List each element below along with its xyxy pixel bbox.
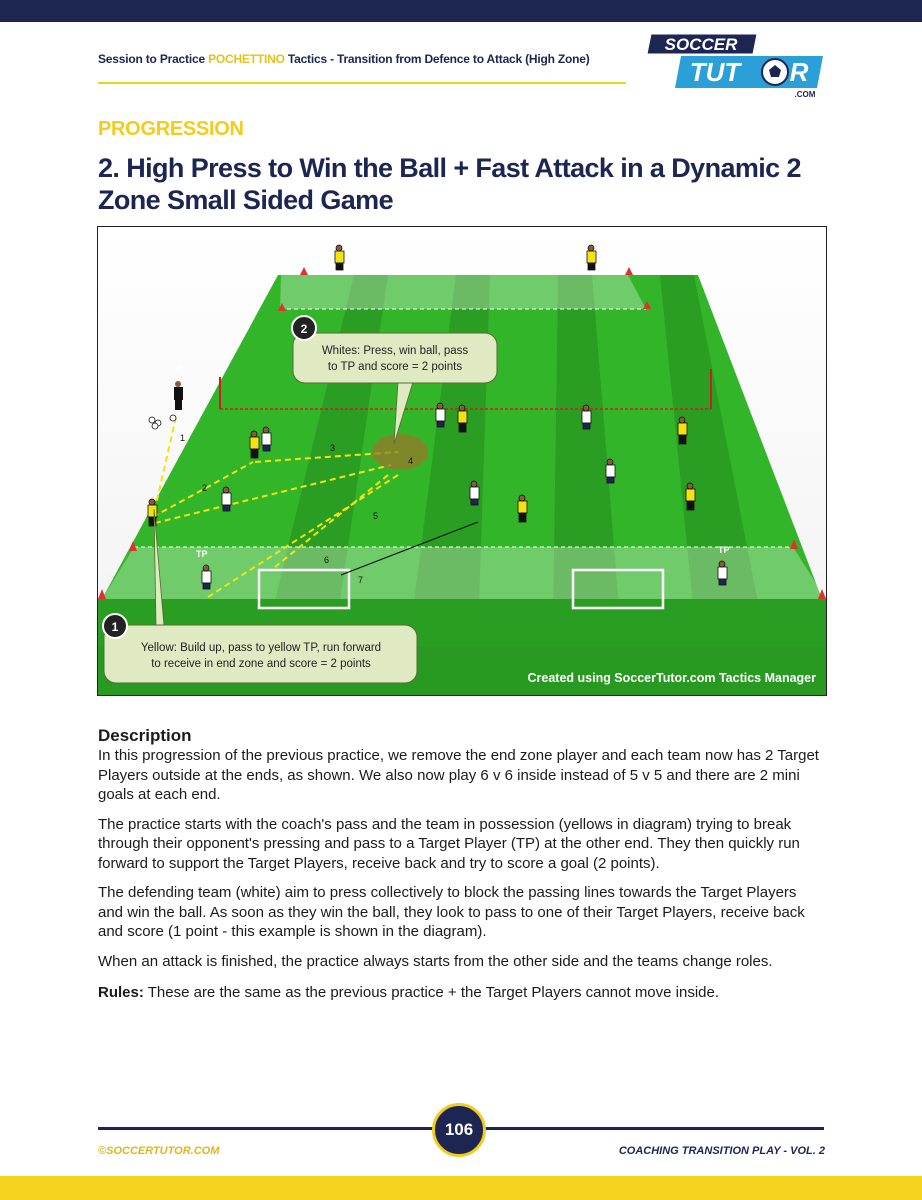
callout-1-line1: Yellow: Build up, pass to yellow TP, run forward [140, 642, 382, 654]
practice-diagram [97, 226, 827, 696]
callout-2-number: 2 [300, 322, 308, 336]
callout-1-number: 1 [111, 620, 119, 634]
logo-top-text: SOCCER [664, 35, 738, 54]
step-number-1: 1 [180, 433, 186, 443]
description-paragraph-3: The defending team (white) aim to press collectively to block the passing lines towards the Target Players and win the ball. As soon as they win the ball, they look to pass to one of their Target Players, receive back and score (1 point - this example is shown in the diagram). [98, 884, 805, 940]
description-heading: Description [98, 726, 192, 745]
header-suffix: Tactics - Transition from Defence to Attack (High Zone) [284, 52, 590, 66]
step-number-6: 6 [324, 555, 330, 565]
callout-2-line2: to TP and score = 2 points [327, 361, 463, 373]
diagram-credit: Created using SoccerTutor.com Tactics Manager [527, 671, 816, 685]
rules-text: These are the same as the previous practice + the Target Players cannot move inside. [143, 984, 720, 1001]
step-number-2: 2 [202, 483, 208, 493]
page-number: 106 [444, 1120, 474, 1139]
footer-book-title: COACHING TRANSITION PLAY - VOL. 2 [618, 1145, 825, 1157]
rules-paragraph [98, 983, 823, 1003]
tp-label-bottom-right: TP [718, 545, 730, 555]
tp-label-bottom-left: TP [196, 549, 208, 559]
header-divider [98, 82, 626, 84]
logo-bottom-text: TUT [689, 57, 741, 87]
tp-label-top-left: TP [330, 235, 342, 245]
logo-domain: .COM [794, 90, 816, 99]
step-number-7: 7 [358, 575, 364, 585]
description-paragraph-1: In this progression of the previous practice, we remove the end zone player and each team now has 2 Target Players outside at the ends, as shown. We also now play 6 v 6 inside instead of 5 v 5 and there are 2 mini goals at each end. [98, 747, 819, 803]
pressing-zone [372, 434, 428, 470]
header-highlight: POCHETTINO [208, 52, 285, 66]
bottom-bar [0, 1176, 922, 1200]
callout-1-line2: to receive in end zone and score = 2 points [151, 658, 371, 670]
step-number-3: 3 [330, 443, 336, 453]
top-end-zone [280, 275, 646, 309]
soccer-tutor-logo [645, 30, 825, 100]
section-label: PROGRESSION [98, 118, 244, 140]
footer-copyright: ©SOCCERTUTOR.COM [98, 1145, 220, 1157]
description-paragraph-4: When an attack is finished, the practice always starts from the other side and the teams change roles. [98, 952, 773, 970]
rules-label: Rules: [98, 984, 144, 1001]
logo-bottom-end: R [789, 57, 809, 87]
running-header [98, 52, 590, 66]
top-bar [0, 0, 922, 22]
description-paragraph-2: The practice starts with the coach's pass and the team in possession (yellows in diagram) trying to break through their opponent's pressing and pass to a Target Player (TP) at the other end. They then quickly run forward to support the Target Players, receive back and try to score a goal (2 points). [98, 815, 800, 872]
callout-2-line1: Whites: Press, win ball, pass [321, 345, 469, 357]
step-number-5: 5 [373, 511, 379, 521]
tp-label-top-right: TP [582, 235, 594, 245]
header-prefix: Session to Practice [98, 52, 209, 66]
coach-label: C [176, 365, 183, 375]
page-number-badge [432, 1103, 486, 1157]
page-title: 2. High Press to Win the Ball + Fast Attack in a Dynamic 2 Zone Small Sided Game [98, 153, 801, 215]
description-section [98, 726, 823, 1013]
step-number-4: 4 [408, 456, 414, 466]
